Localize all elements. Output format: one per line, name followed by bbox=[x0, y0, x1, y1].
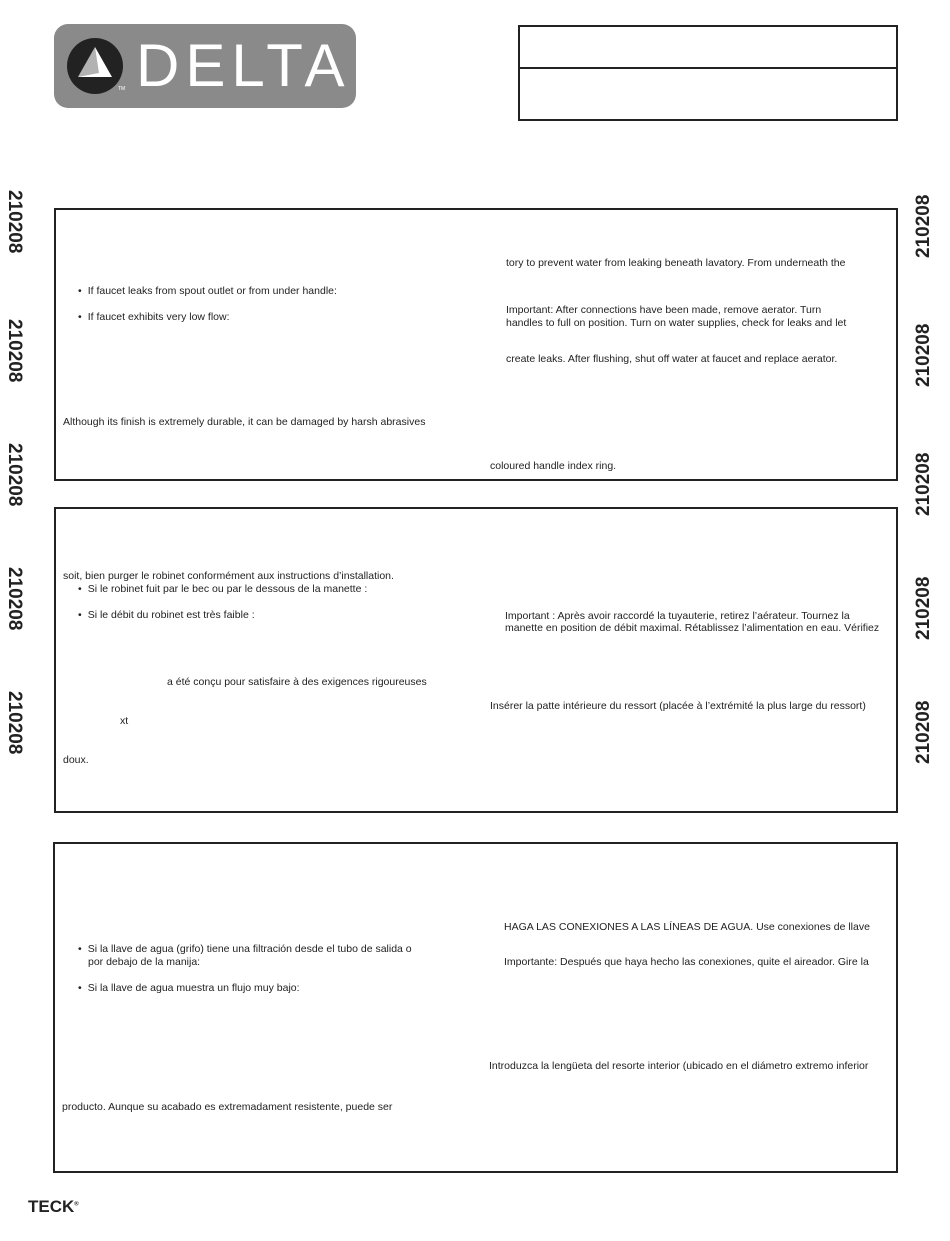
delta-logo bbox=[54, 24, 396, 108]
spanish-bullet: • Si la llave de agua muestra un flujo muy bajo: bbox=[78, 982, 300, 995]
side-code-left: 210208 bbox=[4, 567, 25, 631]
french-panel bbox=[54, 507, 898, 813]
footer-brand-name: TECK bbox=[28, 1197, 75, 1216]
logo-tm-mark: TM bbox=[118, 86, 126, 92]
english-text: Although its finish is extremely durable, it can be damaged by harsh abrasives bbox=[63, 416, 426, 428]
logo-registered-mark: ® bbox=[390, 94, 396, 101]
french-text: Insérer la patte intérieure du ressort (placée à l’extrémité la plus large du ressort) bbox=[490, 700, 866, 712]
english-bullet: • If faucet exhibits very low flow: bbox=[78, 311, 230, 324]
spanish-text: producto. Aunque su acabado es extremadament resistente, puede ser bbox=[62, 1101, 393, 1113]
french-bullet: • Si le débit du robinet est très faible : bbox=[78, 609, 255, 622]
side-code-left: 210208 bbox=[4, 319, 25, 383]
spanish-text: Introduzca la lengüeta del resorte interior (ubicado en el diámetro extremo inferior bbox=[489, 1060, 869, 1072]
english-text: Important: After connections have been made, remove aerator. Turn bbox=[506, 304, 822, 316]
footer-registered-mark: ® bbox=[74, 1201, 79, 1208]
french-text: Important : Après avoir raccordé la tuyauterie, retirez l’aérateur. Tournez la bbox=[505, 610, 850, 622]
footer-brand bbox=[28, 1197, 79, 1217]
side-code-right: 210208 bbox=[913, 576, 934, 640]
english-text: tory to prevent water from leaking beneath lavatory. From underneath the bbox=[506, 257, 846, 269]
logo-wordmark: DELTA bbox=[136, 32, 351, 99]
french-text: xt bbox=[120, 715, 129, 727]
spanish-text: HAGA LAS CONEXIONES A LAS LÍNEAS DE AGUA. Use conexiones de llave bbox=[504, 921, 870, 933]
spanish-text: Importante: Después que haya hecho las conexiones, quite el aireador. Gire la bbox=[504, 956, 869, 968]
delta-triangle-icon bbox=[66, 37, 124, 95]
french-text: soit, bien purger le robinet conformément aux instructions d’installation. bbox=[63, 570, 394, 582]
english-text: create leaks. After flushing, shut off water at faucet and replace aerator. bbox=[506, 353, 838, 365]
side-code-right: 210208 bbox=[913, 323, 934, 387]
spanish-bullet: • Si la llave de agua (grifo) tiene una filtración desde el tubo de salida o bbox=[78, 943, 412, 956]
english-panel bbox=[54, 208, 898, 481]
side-code-left: 210208 bbox=[4, 691, 25, 755]
english-text: handles to full on position. Turn on water supplies, check for leaks and let bbox=[506, 317, 847, 329]
english-bullet: • If faucet leaks from spout outlet or from under handle: bbox=[78, 285, 337, 298]
side-code-right: 210208 bbox=[913, 452, 934, 516]
french-text: a été conçu pour satisfaire à des exigences rigoureuses bbox=[167, 676, 427, 688]
side-code-right: 210208 bbox=[913, 194, 934, 258]
side-code-right: 210208 bbox=[913, 700, 934, 764]
spanish-text: por debajo de la manija: bbox=[88, 956, 201, 968]
header-info-box bbox=[518, 25, 898, 121]
french-text: manette en position de débit maximal. Rétablissez l’alimentation en eau. Vérifiez bbox=[505, 622, 880, 634]
spanish-panel bbox=[53, 842, 898, 1173]
french-text: doux. bbox=[63, 754, 89, 766]
header-box-divider bbox=[520, 67, 896, 69]
english-text: coloured handle index ring. bbox=[490, 460, 617, 472]
side-code-left: 210208 bbox=[4, 443, 25, 507]
side-code-left: 210208 bbox=[4, 190, 25, 254]
french-bullet: • Si le robinet fuit par le bec ou par le dessous de la manette : bbox=[78, 583, 367, 596]
